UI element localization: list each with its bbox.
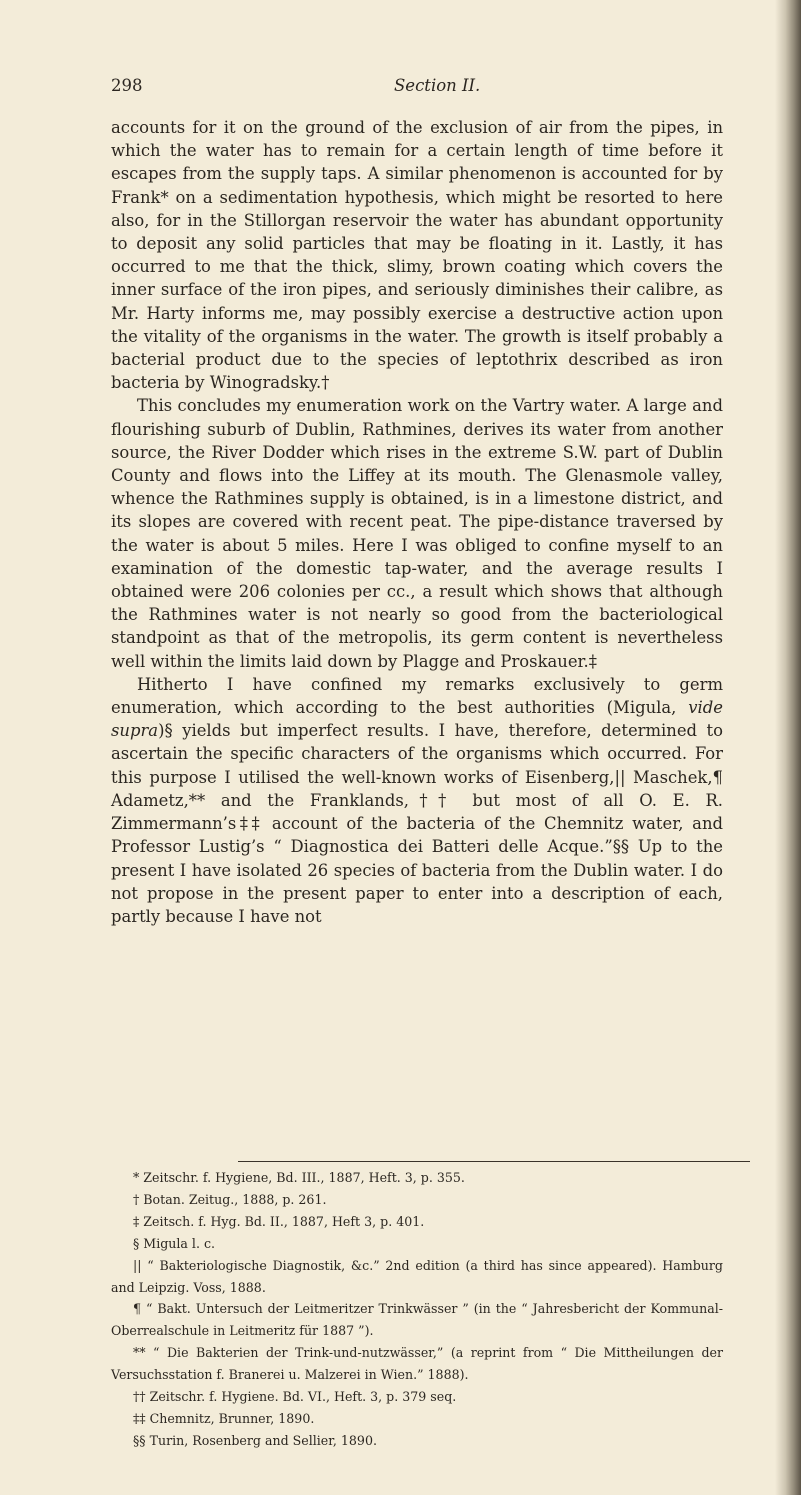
footnote: || “ Bakteriologische Diagnostik, &c.” 2nd edition (a third has since appeared). Hamburg and Leipzig. Voss, 1888. (111, 1257, 723, 1295)
footnote: ‡‡ Chemnitz, Brunner, 1890. (133, 1410, 315, 1426)
page-header (111, 76, 723, 102)
footnotes (111, 1167, 723, 1452)
section-title: Section II. (394, 76, 481, 95)
main-text (111, 116, 723, 928)
footnote: * Zeitschr. f. Hygiene, Bd. III., 1887, Heft. 3, p. 355. (133, 1170, 465, 1185)
page-edge-shadow (775, 0, 801, 1495)
footnote-divider (238, 1161, 750, 1162)
paragraph: accounts for it on the ground of the exclusion of air from the pipes, in which the water has to remain for a certain length of time before it escapes from the supply taps. A similar phenomenon is accounted for by Frank* on a sedimentation hypothesis, which might be resorted to here also, for in the Stillorgan reservoir the water has abundant opportunity to deposit any solid particles that may be floating in it. Lastly, it has occurred to me that the thick, slimy, brown coating which covers the inner surface of the iron pipes, and seriously diminishes their calibre, as Mr. Harty informs me, may possibly exercise a destructive action upon the vitality of the organisms in the water. The growth is itself probably a bacterial product due to the species of leptothrix described as iron bacteria by Winogradsky.† (111, 118, 723, 393)
footnote: § Migula l. c. (133, 1235, 216, 1251)
footnote: † Botan. Zeitug., 1888, p. 261. (133, 1191, 327, 1207)
footnote: ** “ Die Bakterien der Trink-und-nutzwässer,” (a reprint from “ Die Mittheilungen der Versuchsstation f. Branerei u. Malzerei in Wien.” 1888). (111, 1345, 723, 1383)
page-number: 298 (111, 76, 143, 95)
paragraph (111, 673, 723, 928)
footnote: ‡ Zeitsch. f. Hyg. Bd. II., 1887, Heft 3, p. 401. (133, 1213, 425, 1229)
footnote: †† Zeitschr. f. Hygiene. Bd. VI., Heft. 3, p. 379 seq. (133, 1389, 457, 1405)
italic-reference: vide supra (111, 698, 723, 741)
footnote: ¶ “ Bakt. Untersuch der Leitmeritzer Trinkwässer ” (in the “ Jahresbericht der Kommunal-Oberrealschule in Leitmeritz für 1887 ”). (111, 1301, 723, 1339)
paragraph-text: )§ yields but imperfect results. I have, therefore, determined to ascertain the specific characters of the organisms which occurred. For this purpose I utilised the well-known works of Eisenberg,|| Maschek,¶ Adametz,** and the Franklands,†† but most of all O. E. R. Zimmermann’s‡‡ account of the bacteria of the Chemnitz water, and Professor Lustig’s “ Diagnostica dei Batteri delle Acque.”§§ Up to the present I have isolated 26 species of bacteria from the Dublin water. I do not propose in the present paper to enter into a description of each, partly because I have not (111, 721, 723, 926)
footnote: §§ Turin, Rosenberg and Sellier, 1890. (133, 1432, 377, 1448)
paragraph: This concludes my enumeration work on the Vartry water. A large and flourishing suburb of Dublin, Rathmines, derives its water from another source, the River Dodder which rises in the extreme S.W. part of Dublin County and flows into the Liffey at its mouth. The Glenasmole valley, whence the Rathmines supply is obtained, is in a limestone district, and its slopes are covered with recent peat. The pipe-distance traversed by the water is about 5 miles. Here I was obliged to confine myself to an examination of the domestic tap-water, and the average results I obtained were 206 colonies per cc., a result which shows that although the Rathmines water is not nearly so good from the bacteriological standpoint as that of the metropolis, its germ content is nevertheless well within the limits laid down by Plagge and Proskauer.‡ (111, 396, 723, 671)
paragraph-text: Hitherto I have confined my remarks exclusively to germ enumeration, which according to the best authorities (Migula, (111, 674, 723, 718)
